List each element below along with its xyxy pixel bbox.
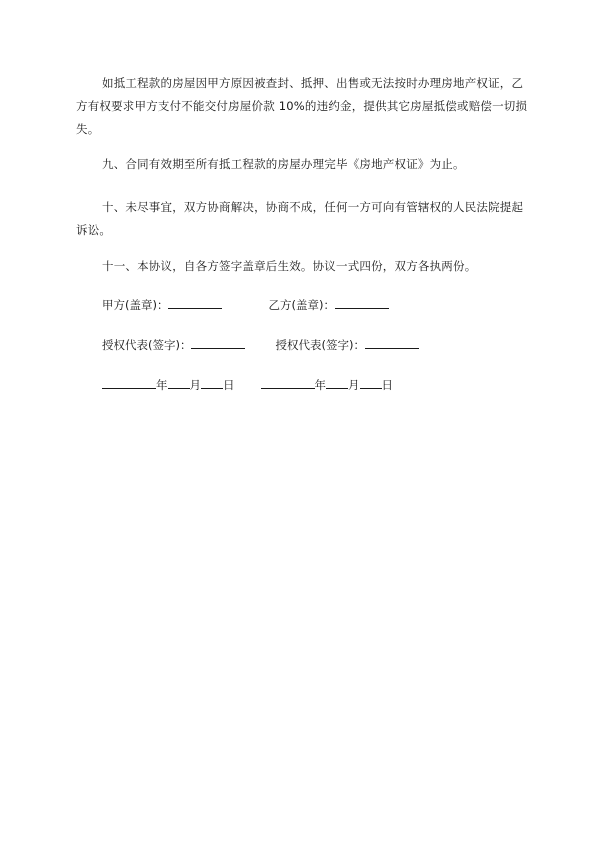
party-b-year-label: 年 xyxy=(314,378,326,392)
clause-ten-paragraph: 十、未尽事宜，双方协商解决，协商不成，任何一方可向有管辖权的人民法院提起诉讼。 xyxy=(76,200,524,237)
party-a-rep-label: 授权代表(签字)： xyxy=(102,338,192,352)
clause-nine-paragraph: 九、合同有效期至所有抵工程款的房屋办理完毕《房地产权证》为止。 xyxy=(102,157,465,171)
party-a-rep-blank xyxy=(191,336,245,349)
party-a-year-blank xyxy=(102,376,156,389)
party-a-month-label: 月 xyxy=(189,378,201,392)
party-b-rep-label: 授权代表(签字)： xyxy=(275,338,365,352)
party-seal-row xyxy=(102,296,389,313)
representative-signature-row xyxy=(102,336,419,353)
party-b-day-blank xyxy=(360,376,382,389)
party-b-rep-blank xyxy=(365,336,419,349)
party-a-day-label: 日 xyxy=(223,378,235,392)
party-a-day-blank xyxy=(201,376,223,389)
clause-penalty-paragraph: 如抵工程款的房屋因甲方原因被查封、抵押、出售或无法按时办理房地产权证，乙方有权要求甲方支付不能交付房屋价款 10%的违约金，提供其它房屋抵偿或赔偿一切损失。 xyxy=(76,76,528,136)
party-a-month-blank xyxy=(168,376,190,389)
party-b-seal-blank xyxy=(335,296,389,309)
party-b-day-label: 日 xyxy=(381,378,393,392)
party-a-seal-blank xyxy=(168,296,222,309)
party-b-year-blank xyxy=(261,376,315,389)
party-b-month-blank xyxy=(326,376,348,389)
party-b-seal-label: 乙方(盖章)： xyxy=(268,298,335,312)
date-row xyxy=(102,376,393,393)
party-b-month-label: 月 xyxy=(348,378,360,392)
party-a-year-label: 年 xyxy=(156,378,168,392)
clause-eleven-paragraph: 十一、本协议，自各方签字盖章后生效。协议一式四份，双方各执两份。 xyxy=(102,259,477,273)
party-a-seal-label: 甲方(盖章)： xyxy=(102,298,169,312)
